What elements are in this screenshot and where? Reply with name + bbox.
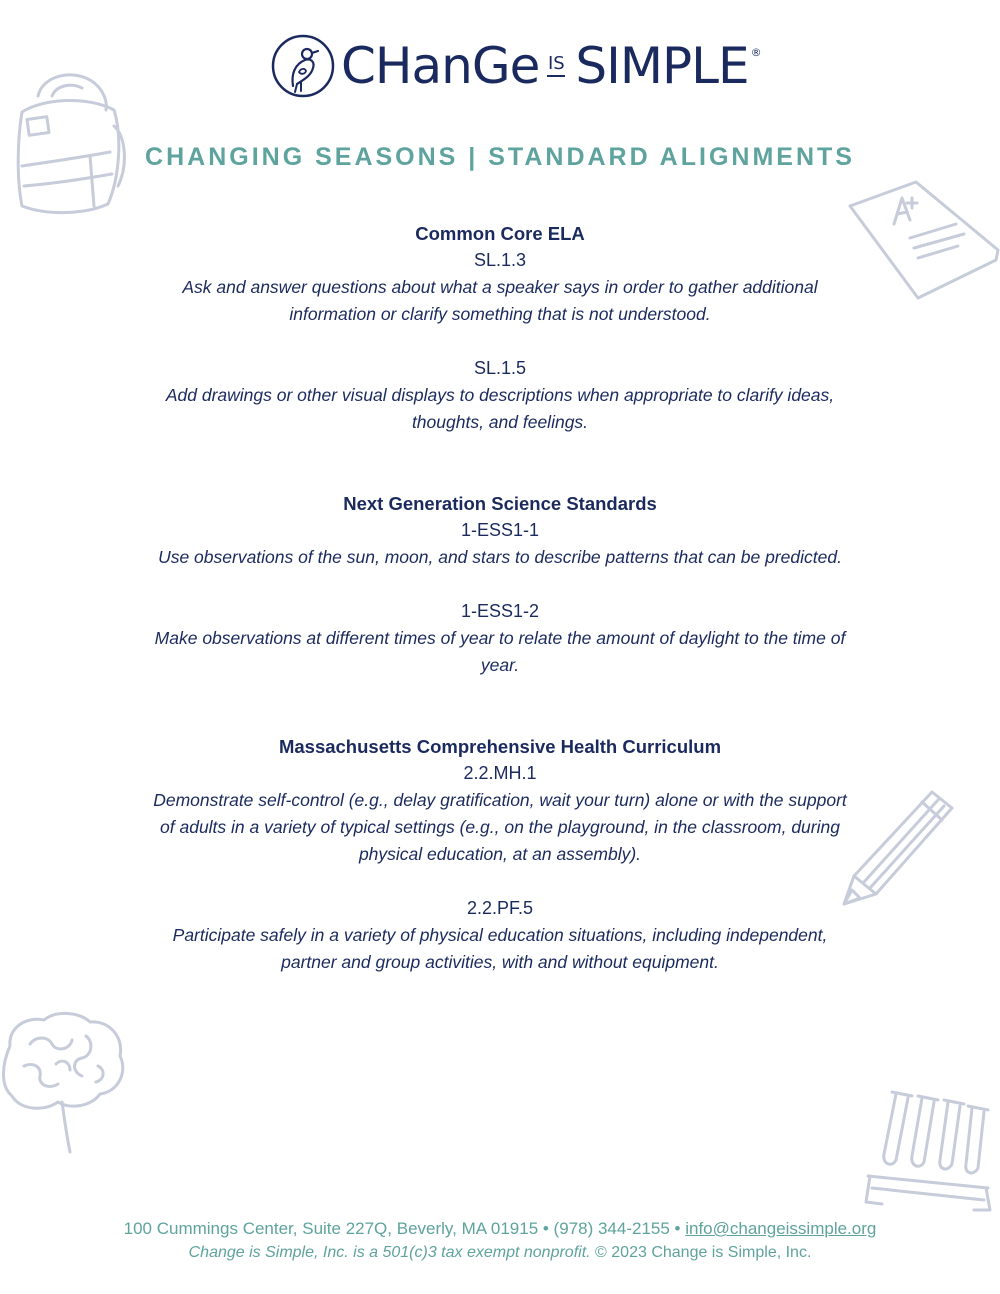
standard-code: 1-ESS1-1 xyxy=(460,520,540,540)
standard-code: 1-ESS1-2 xyxy=(460,601,540,621)
standard-description xyxy=(140,544,860,571)
brand-wordmark xyxy=(341,37,762,95)
section-heading: Common Core ELA xyxy=(415,223,585,244)
test-tubes-icon xyxy=(862,1084,996,1216)
standard-description xyxy=(140,787,860,868)
footer-address: 100 Cummings Center, Suite 227Q, Beverly, MA 01915 • (978) 344-2155 • xyxy=(123,1219,686,1238)
footer-nonprofit: Change is Simple, Inc. is a 501(c)3 tax exempt nonprofit. xyxy=(188,1244,591,1261)
description-line: Demonstrate self-control (e.g., delay gratification, wait your turn) alone or with the support xyxy=(153,790,847,810)
standard-code: 2.2.MH.1 xyxy=(463,763,537,783)
description-line: Make observations at different times of year to relate the amount of daylight to the time of xyxy=(154,628,846,648)
standard-description xyxy=(140,625,860,679)
standard-description xyxy=(140,274,860,328)
page-footer xyxy=(0,1216,1000,1265)
standard-code: SL.1.3 xyxy=(473,250,527,270)
brand-is-underline xyxy=(547,75,565,77)
section-heading: Massachusetts Comprehensive Health Curriculum xyxy=(278,736,722,757)
description-line: Add drawings or other visual displays to descriptions when appropriate to clarify ideas, xyxy=(165,385,835,405)
section-common-core xyxy=(140,220,860,436)
description-line: of adults in a variety of typical settings (e.g., on the playground, in the classroom, during xyxy=(160,817,840,837)
standard-item xyxy=(140,355,860,436)
description-line: Use observations of the sun, moon, and stars to describe patterns that can be predicted. xyxy=(158,547,842,567)
brain-icon xyxy=(0,1006,128,1156)
backpack-icon xyxy=(8,66,130,218)
description-line: Participate safely in a variety of physical education situations, including independent, xyxy=(172,925,828,945)
registered-mark: ® xyxy=(750,46,762,59)
standard-code: SL.1.5 xyxy=(473,358,527,378)
graded-paper-icon xyxy=(846,176,1000,302)
brand-name-part1: CHanGe xyxy=(341,37,540,95)
section-heading: Next Generation Science Standards xyxy=(343,493,657,514)
brand-logo[interactable] xyxy=(271,32,762,100)
standard-item xyxy=(140,895,860,976)
standards-content xyxy=(140,220,860,976)
description-line: year. xyxy=(480,655,520,675)
brand-name-is xyxy=(547,55,565,77)
standard-description xyxy=(140,382,860,436)
footer-email-link[interactable]: info@changeissimple.org xyxy=(685,1219,877,1238)
description-line: information or clarify something that is not understood. xyxy=(289,304,711,324)
standard-item xyxy=(140,247,860,328)
standard-code: 2.2.PF.5 xyxy=(466,898,534,918)
standard-item xyxy=(140,598,860,679)
description-line: thoughts, and feelings. xyxy=(411,412,589,432)
footer-contact xyxy=(0,1216,1000,1241)
description-line: physical education, at an assembly). xyxy=(358,844,642,864)
brand-name-part2: SIMPLE xyxy=(575,37,749,95)
standard-description xyxy=(140,922,860,976)
standard-item xyxy=(140,517,860,571)
footer-copyright: © 2023 Change is Simple, Inc. xyxy=(590,1244,812,1261)
footer-legal xyxy=(0,1241,1000,1265)
description-line: partner and group activities, with and without equipment. xyxy=(281,952,719,972)
section-mass-health xyxy=(140,733,860,976)
page-title: CHANGING SEASONS | STANDARD ALIGNMENTS xyxy=(145,143,855,171)
description-line: Ask and answer questions about what a speaker says in order to gather additional xyxy=(182,277,818,297)
standard-item xyxy=(140,760,860,868)
bird-in-circle-icon xyxy=(271,34,335,98)
section-ngss xyxy=(140,490,860,679)
brand-is-text: IS xyxy=(547,53,565,74)
pencil-icon xyxy=(840,786,956,908)
